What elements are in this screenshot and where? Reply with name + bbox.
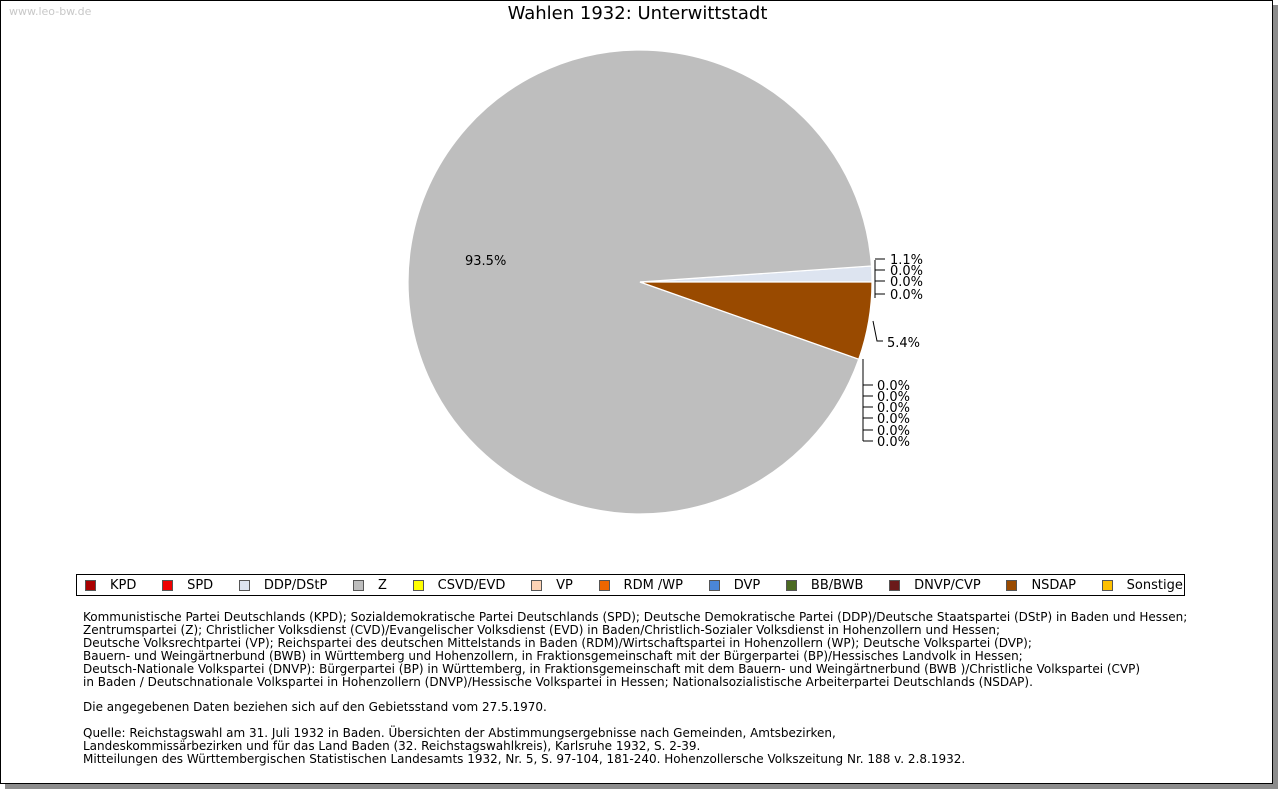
source-line: Quelle: Reichstagswahl am 31. Juli 1932 in Baden. Übersichten der Abstimmungsergebnisse nach Gemeinden, Amtsbezirken, [83, 726, 836, 741]
legend-swatch [85, 580, 96, 591]
source-line: Mitteilungen des Württembergischen Statistischen Landesamts 1932, Nr. 5, S. 97-104, 181-240. Hohenzollersche Volkszeitung Nr. 188 v. 2.8.1932. [83, 751, 966, 766]
legend-label: VP [556, 577, 573, 593]
legend-swatch [1102, 580, 1113, 591]
chart-title: Wahlen 1932: Unterwittstadt [507, 3, 768, 24]
source-line: Landeskommissärbezirken und für das Land Baden (32. Reichstagswahlkreis), Karlsruhe 1932, S. 2-39. [83, 739, 701, 754]
data-label-small: 0.0% [890, 288, 924, 303]
gebietsstand-note: Die angegebenen Daten beziehen sich auf den Gebietsstand vom 27.5.1970. [83, 700, 547, 715]
legend-label: Z [378, 577, 387, 593]
pie-chart [1, 1, 1274, 561]
legend-item-bb-bwb [786, 578, 863, 593]
data-label-small: 0.0% [877, 379, 911, 394]
legend-swatch [162, 580, 173, 591]
legend-label: DVP [733, 577, 761, 593]
notes-line: Deutsche Volksrechtpartei (VP); Reichspartei des deutschen Mittelstands in Baden (RDM)/Wirtschaftspartei in Hohenzollern (WP); Deutsche Volkspartei (DVP); [83, 635, 1032, 650]
legend [76, 574, 1185, 596]
legend-item-vp [531, 578, 573, 593]
legend-item-kpd [85, 578, 136, 593]
data-label-z: 93.5% [465, 254, 507, 269]
legend-item-csvd-evd [413, 578, 506, 593]
legend-swatch [786, 580, 797, 591]
data-label-small: 0.0% [890, 275, 924, 290]
legend-label: BB/BWB [810, 577, 864, 593]
legend-label: SPD [187, 577, 214, 593]
data-label-small: 0.0% [890, 264, 924, 279]
data-label-small: 0.0% [877, 435, 911, 450]
legend-item-ddp-dstp [239, 578, 327, 593]
data-label-small: 0.0% [877, 390, 911, 405]
legend-swatch [599, 580, 610, 591]
legend-item-sonstige [1102, 578, 1183, 593]
legend-label: DNVP/CVP [914, 577, 981, 593]
legend-label: DDP/DStP [263, 577, 328, 593]
legend-swatch [889, 580, 900, 591]
notes-line: Deutsch-Nationale Volkspartei (DNVP): Bürgerpartei (BP) in Württemberg, in Fraktionsgemeinschaft mit dem Bauern- und Weingärtnerbund (BWB )/Christliche Volkspartei (CVP) [83, 661, 1141, 676]
legend-swatch [531, 580, 542, 591]
legend-swatch [709, 580, 720, 591]
data-label-small: 1.1% [890, 253, 924, 268]
legend-item-nsdap [1006, 578, 1076, 593]
legend-label: CSVD/EVD [437, 577, 506, 593]
data-label-small: 0.0% [877, 412, 911, 427]
legend-swatch [239, 580, 250, 591]
legend-item-spd [162, 578, 213, 593]
legend-label: RDM /WP [623, 577, 683, 593]
watermark: www.leo-bw.de [9, 5, 92, 18]
legend-swatch [413, 580, 424, 591]
legend-swatch [353, 580, 364, 591]
legend-label: NSDAP [1031, 577, 1076, 593]
notes-line: Bauern- und Weingärtnerbund (BWB) in Württemberg und Hohenzollern, in Fraktionsgemeinschaft mit der Bürgerpartei (BP)/Hessisches Landvolk in Hessen; [83, 648, 1023, 663]
data-label-small: 0.0% [877, 424, 911, 439]
legend-label: KPD [110, 577, 137, 593]
legend-item-rdm-wp [599, 578, 683, 593]
data-label-nsdap: 5.4% [887, 336, 921, 351]
legend-swatch [1006, 580, 1017, 591]
legend-item-dvp [709, 578, 761, 593]
legend-item-dnvp-cvp [889, 578, 981, 593]
notes-line: in Baden / Deutschnationale Volkspartei in Hohenzollern (DNVP)/Hessische Volkspartei in Hessen; Nationalsozialistische Arbeiterpartei Deutschlands (NSDAP). [83, 674, 1033, 689]
legend-label: Sonstige [1126, 577, 1183, 593]
leader-line [873, 321, 883, 341]
data-label-small: 0.0% [877, 401, 911, 416]
notes-line: Zentrumspartei (Z); Christlicher Volksdienst (CVD)/Evangelischer Volksdienst (EVD) in Baden/Christlich-Sozialer Volksdienst in Hohenzollern und Hessen; [83, 622, 1001, 637]
notes [83, 611, 1203, 766]
notes-line: Kommunistische Partei Deutschlands (KPD); Sozialdemokratische Partei Deutschlands (SPD); Deutsche Demokratische Partei (DDP)/Deutsche Staatspartei (DStP) in Baden und Hessen; [83, 610, 1188, 624]
legend-item-z [353, 578, 387, 593]
